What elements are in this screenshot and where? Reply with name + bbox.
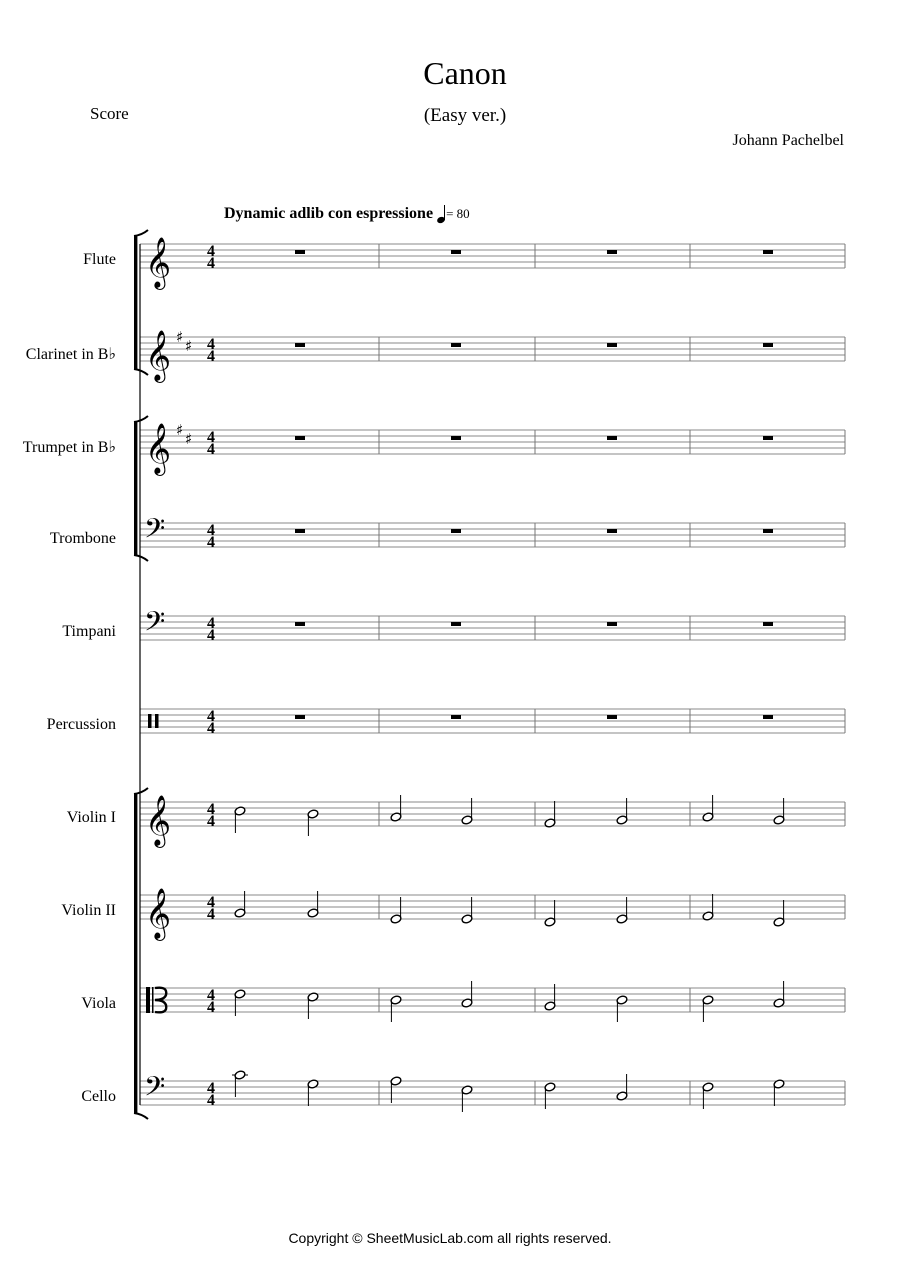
time-signature-bottom: 4 [207, 999, 215, 1016]
half-note [307, 1079, 319, 1106]
score-label: Score [90, 104, 129, 123]
half-note [390, 795, 402, 822]
time-signature-top: 4 [207, 243, 215, 260]
whole-rest [763, 715, 773, 719]
half-note [390, 995, 402, 1022]
half-note [234, 806, 246, 833]
bass-clef-icon: 𝄢 [144, 512, 166, 551]
whole-rest [451, 343, 461, 347]
instrument-label-timpani: Timpani [62, 623, 116, 640]
staff-clarinet-in-b- [140, 328, 845, 383]
whole-rest [763, 250, 773, 254]
time-signature-bottom: 4 [207, 441, 215, 458]
half-note [773, 1079, 785, 1106]
tempo-text: Dynamic adlib con espressione [224, 205, 434, 222]
treble-clef-icon: 𝄞 [145, 330, 172, 381]
instrument-label-trumpet: Trumpet in B♭ [22, 439, 116, 456]
instrument-label-clarinet: Clarinet in B♭ [25, 346, 116, 363]
half-note [616, 995, 628, 1022]
treble-clef-icon: 𝄞 [145, 237, 172, 288]
time-signature-top: 4 [207, 801, 215, 818]
tempo-value: = 80 [446, 206, 470, 221]
whole-rest [451, 622, 461, 626]
time-signature-bottom: 4 [207, 255, 215, 272]
staff-trombone [140, 512, 845, 551]
time-signature-top: 4 [207, 1080, 215, 1097]
staff-percussion [140, 708, 845, 737]
copyright-notice: Copyright © SheetMusicLab.com all rights reserved. [288, 1230, 612, 1246]
whole-rest [607, 715, 617, 719]
whole-rest [763, 343, 773, 347]
time-signature-bottom: 4 [207, 906, 215, 923]
whole-rest [451, 715, 461, 719]
half-note [307, 809, 319, 836]
time-signature-top: 4 [207, 336, 215, 353]
piece-subtitle: (Easy ver.) [423, 105, 507, 126]
time-signature-bottom: 4 [207, 627, 215, 644]
composer-name: Johann Pachelbel [732, 132, 844, 149]
treble-clef-icon: 𝄞 [145, 888, 172, 939]
sharp-icon: ♯ [185, 337, 193, 355]
whole-rest [607, 529, 617, 533]
whole-rest [295, 529, 305, 533]
whole-rest [295, 250, 305, 254]
instrument-label-violin-2: Violin II [61, 902, 116, 919]
instrument-label-percussion: Percussion [46, 716, 116, 733]
whole-rest [295, 715, 305, 719]
instrument-label-cello: Cello [81, 1088, 116, 1105]
piece-title: Canon [423, 55, 507, 91]
whole-rest [451, 250, 461, 254]
instrument-label-flute: Flute [83, 251, 116, 268]
time-signature-top: 4 [207, 615, 215, 632]
whole-rest [763, 436, 773, 440]
whole-rest [607, 622, 617, 626]
staff-violin-ii [140, 888, 845, 941]
instrument-label-trombone: Trombone [49, 530, 116, 547]
whole-rest [295, 622, 305, 626]
bass-clef-icon: 𝄢 [144, 1070, 166, 1109]
sharp-icon: ♯ [176, 328, 184, 346]
staff-trumpet-in-b- [140, 421, 845, 476]
staff-violin-i [140, 795, 845, 848]
time-signature-top: 4 [207, 987, 215, 1004]
sharp-icon: ♯ [185, 430, 193, 448]
treble-clef-icon: 𝄞 [145, 423, 172, 474]
half-note [702, 995, 714, 1022]
time-signature-top: 4 [207, 429, 215, 446]
half-note [307, 992, 319, 1019]
staff-viola [140, 981, 845, 1022]
half-note [544, 801, 556, 828]
instrument-label-viola: Viola [81, 995, 116, 1012]
time-signature-top: 4 [207, 894, 215, 911]
whole-rest [763, 529, 773, 533]
half-note [702, 894, 714, 921]
half-note [544, 900, 556, 927]
bass-clef-icon: 𝄢 [144, 605, 166, 644]
half-note [461, 981, 473, 1008]
time-signature-bottom: 4 [207, 720, 215, 737]
time-signature-bottom: 4 [207, 1092, 215, 1109]
instrument-label-violin-1: Violin I [66, 809, 116, 826]
staff-cello [140, 1070, 845, 1112]
time-signature-bottom: 4 [207, 534, 215, 551]
half-note [773, 981, 785, 1008]
whole-rest [451, 529, 461, 533]
time-signature-top: 4 [207, 522, 215, 539]
whole-rest [607, 343, 617, 347]
whole-rest [607, 436, 617, 440]
whole-rest [607, 250, 617, 254]
staff-timpani [140, 605, 845, 644]
treble-clef-icon: 𝄞 [145, 795, 172, 846]
whole-rest [295, 436, 305, 440]
half-note [461, 1085, 473, 1112]
whole-rest [295, 343, 305, 347]
time-signature-top: 4 [207, 708, 215, 725]
time-signature-bottom: 4 [207, 813, 215, 830]
time-signature-bottom: 4 [207, 348, 215, 365]
half-note [702, 795, 714, 822]
half-note [773, 900, 785, 927]
whole-rest [763, 622, 773, 626]
whole-rest [451, 436, 461, 440]
sharp-icon: ♯ [176, 421, 184, 439]
staff-flute [140, 237, 845, 290]
half-note [616, 1074, 628, 1101]
